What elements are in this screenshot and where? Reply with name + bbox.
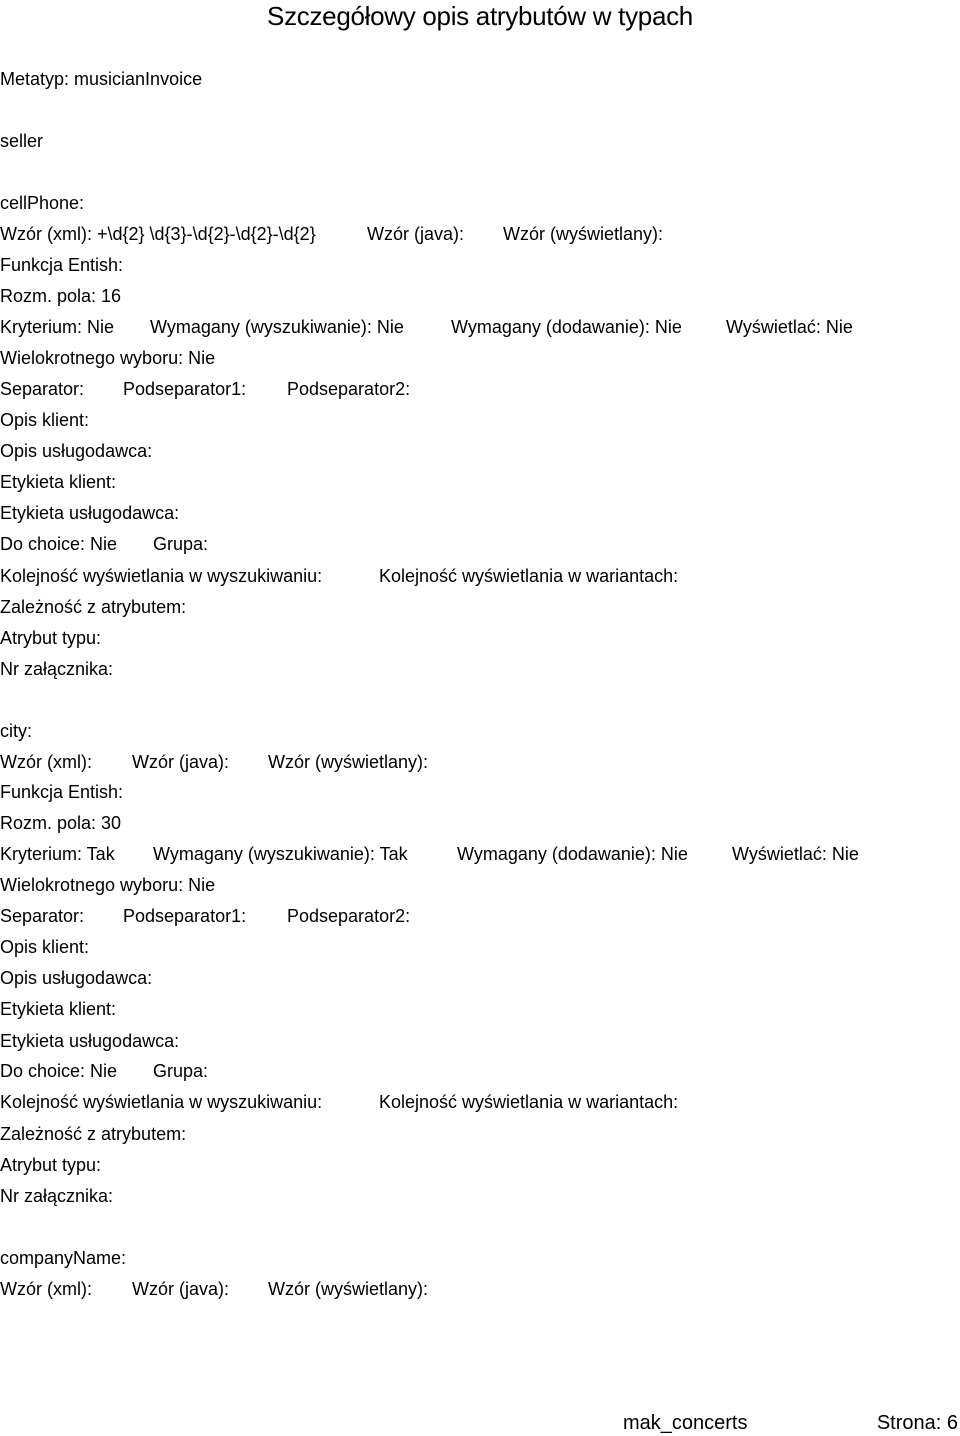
pattern-xml: Wzór (xml): — [0, 752, 92, 772]
attribute-dependency: Zależność z atrybutem: — [0, 597, 187, 617]
attribute-name: cellPhone: — [0, 193, 85, 213]
client-label: Etykieta klient: — [0, 999, 117, 1019]
footer-project-name: mak_concerts — [623, 1412, 748, 1434]
attachment-number: Nr załącznika: — [0, 659, 114, 679]
field-size: Rozm. pola: 16 — [0, 286, 122, 306]
provider-label: Etykieta usługodawca: — [0, 1031, 180, 1051]
attribute-name: city: — [0, 721, 33, 741]
subseparator-2: Podseparator2: — [287, 379, 411, 399]
pattern-java: Wzór (java): — [367, 224, 465, 244]
subseparator-2: Podseparator2: — [287, 906, 411, 926]
pattern-java: Wzór (java): — [132, 1279, 230, 1299]
entish-function: Funkcja Entish: — [0, 255, 124, 275]
multiple-choice: Wielokrotnego wyboru: Nie — [0, 348, 216, 368]
pattern-display: Wzór (wyświetlany): — [503, 224, 664, 244]
separator: Separator: — [0, 379, 85, 399]
pattern-display: Wzór (wyświetlany): — [268, 1279, 429, 1299]
page-title: Szczegółowy opis atrybutów w typach — [267, 1, 693, 31]
search-order: Kolejność wyświetlania w wyszukiwaniu: — [0, 1092, 323, 1112]
group-field: Grupa: — [153, 1061, 209, 1081]
group-field: Grupa: — [153, 534, 209, 554]
pattern-display: Wzór (wyświetlany): — [268, 752, 429, 772]
criterion: Kryterium: Nie — [0, 317, 115, 337]
attribute-dependency: Zależność z atrybutem: — [0, 1124, 187, 1144]
metatype-label: Metatyp: musicianInvoice — [0, 69, 203, 89]
entish-function: Funkcja Entish: — [0, 782, 124, 802]
display-flag: Wyświetlać: Nie — [732, 844, 859, 864]
subseparator-1: Podseparator1: — [123, 379, 247, 399]
variant-order: Kolejność wyświetlania w wariantach: — [379, 566, 679, 586]
required-add: Wymagany (dodawanie): Nie — [451, 317, 682, 337]
pattern-xml: Wzór (xml): +\d{2} \d{3}-\d{2}-\d{2}-\d{2} — [0, 224, 316, 244]
client-label: Etykieta klient: — [0, 472, 117, 492]
field-size: Rozm. pola: 30 — [0, 813, 122, 833]
do-choice: Do choice: Nie — [0, 1061, 118, 1081]
required-add: Wymagany (dodawanie): Nie — [457, 844, 688, 864]
attachment-number: Nr załącznika: — [0, 1186, 114, 1206]
type-attribute: Atrybut typu: — [0, 628, 102, 648]
search-order: Kolejność wyświetlania w wyszukiwaniu: — [0, 566, 323, 586]
provider-label: Etykieta usługodawca: — [0, 503, 180, 523]
pattern-java: Wzór (java): — [132, 752, 230, 772]
client-description: Opis klient: — [0, 937, 90, 957]
separator: Separator: — [0, 906, 85, 926]
display-flag: Wyświetlać: Nie — [726, 317, 853, 337]
type-attribute: Atrybut typu: — [0, 1155, 102, 1175]
required-search: Wymagany (wyszukiwanie): Nie — [150, 317, 404, 337]
required-search: Wymagany (wyszukiwanie): Tak — [153, 844, 408, 864]
group-label: seller — [0, 131, 44, 151]
variant-order: Kolejność wyświetlania w wariantach: — [379, 1092, 679, 1112]
attribute-name: companyName: — [0, 1248, 127, 1268]
pattern-xml: Wzór (xml): — [0, 1279, 92, 1299]
footer-page-number: Strona: 6 — [876, 1412, 958, 1434]
criterion: Kryterium: Tak — [0, 844, 115, 864]
subseparator-1: Podseparator1: — [123, 906, 247, 926]
do-choice: Do choice: Nie — [0, 534, 118, 554]
multiple-choice: Wielokrotnego wyboru: Nie — [0, 875, 216, 895]
provider-description: Opis usługodawca: — [0, 441, 153, 461]
client-description: Opis klient: — [0, 410, 90, 430]
provider-description: Opis usługodawca: — [0, 968, 153, 988]
